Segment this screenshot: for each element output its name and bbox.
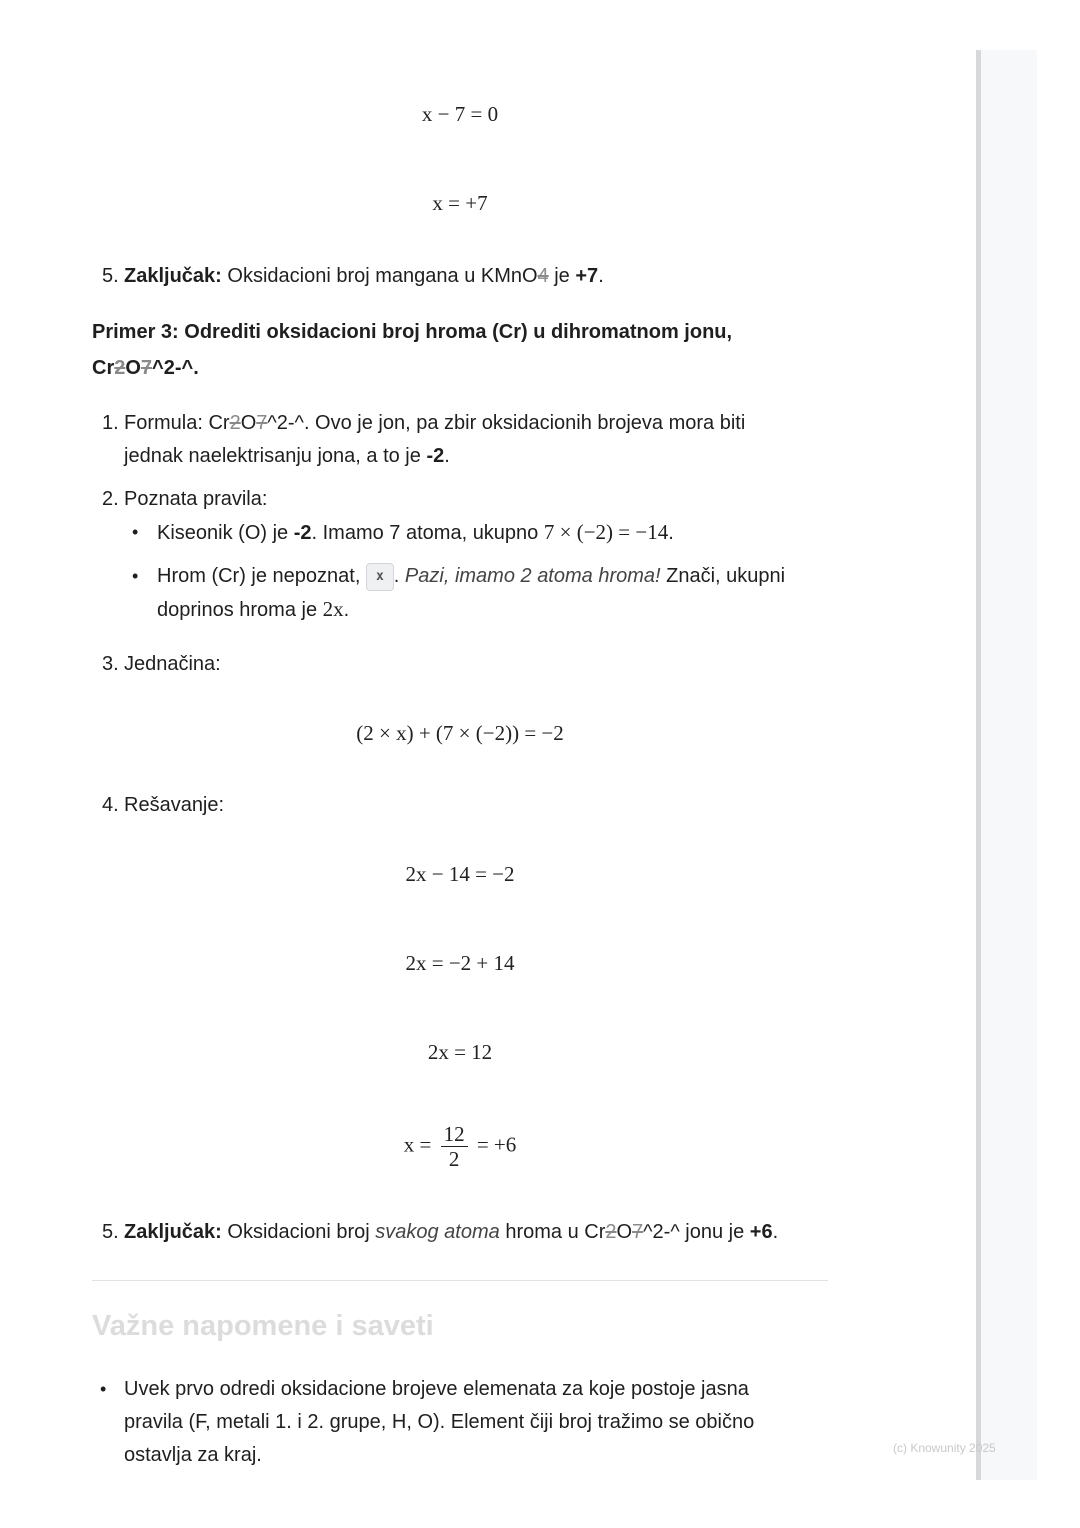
equation-lhs: x = [403,1132,432,1157]
subscript: 7 [256,412,268,434]
equation-rhs: = +6 [476,1132,517,1157]
heading-text: Primer 3: Odrediti oksidacioni broj hroma (Cr) u dihromatnom jonu, [92,321,733,343]
text: . Imamo 7 atoma, ukupno [311,522,539,544]
text: Uvek prvo odredi oksidacione brojeve elemenata za koje postoje jasna [124,1378,749,1400]
fraction [441,1122,468,1171]
text: . [343,599,350,621]
text: Jednačina: [124,653,221,675]
equation: 2x = 12 [427,1040,493,1064]
text: Poznata pravila: [124,488,268,510]
text: Rešavanje: [124,794,225,816]
text: je [554,265,570,287]
text: O [240,412,257,434]
list-number: 5. [102,265,119,287]
formula: Cr [92,357,115,379]
text: doprinos hroma je [157,599,318,621]
subscript: 2 [229,412,241,434]
list-number: 4. [102,794,119,816]
text: Hrom (Cr) je nepoznat, [157,565,361,587]
italic-text: Pazi, imamo 2 atoma hroma! [404,565,661,587]
label: Zaključak: [124,1221,222,1243]
value: -2 [293,522,312,544]
divider [92,1280,828,1281]
text: Oksidacioni broj mangana u KMnO [227,265,538,287]
text: O [616,1221,633,1243]
bullet-icon: • [132,522,139,542]
equation: 2x = −2 + 14 [405,951,515,975]
equation: x = +7 [432,191,488,215]
numerator: 12 [441,1122,468,1147]
denominator: 2 [448,1147,460,1171]
text: . [444,445,450,467]
text: Kiseonik (O) je [157,522,289,544]
text: Znači, ukupni [666,565,786,587]
formula: ^2-^. [152,357,199,379]
subscript: 7 [632,1221,644,1243]
equation: (2 × x) + (7 × (−2)) = −2 [356,721,564,745]
italic-text: svakog atoma [375,1221,500,1243]
section-heading: Važne napomene i saveti [92,1310,434,1342]
text: jednak naelektrisanju jona, a to je [124,445,421,467]
inline-math: 7 × (−2) = −14 [543,520,669,544]
text: pravila (F, metali 1. i 2. grupe, H, O). Element čiji broj tražimo se obično [124,1411,755,1433]
text: . [772,1221,779,1243]
text: . [598,265,604,287]
text: . [668,522,674,544]
value: +6 [749,1221,773,1243]
label: Zaključak: [124,265,222,287]
subscript: 4 [537,265,549,287]
equation: x − 7 = 0 [421,102,499,126]
text: . [393,565,400,587]
inline-math: 2x [322,597,344,621]
bullet-icon: • [132,566,139,586]
value: +7 [575,265,599,287]
value: -2 [426,445,445,467]
text: ^2-^ jonu je [643,1221,745,1243]
subscript: 7 [140,357,153,379]
list-number: 5. [102,1221,119,1243]
fraction-equation [92,1122,828,1171]
text: hroma u Cr [505,1221,606,1243]
list-number: 2. [102,488,119,510]
text: Formula: Cr [124,412,230,434]
right-sidebar [976,50,1037,1480]
example-heading [92,314,828,386]
list-number: 1. [102,412,119,434]
text: Oksidacioni broj [227,1221,370,1243]
equation: 2x − 14 = −2 [405,862,515,886]
watermark: (c) Knowunity 2025 [893,1441,996,1455]
formula: O [125,357,141,379]
text: ^2-^. Ovo je jon, pa zbir oksidacionih brojeva mora biti [267,412,746,434]
bullet-icon: • [100,1379,107,1399]
subscript: 2 [605,1221,617,1243]
list-number: 3. [102,653,119,675]
inline-code: x [366,563,394,591]
text: ostavlja za kraj. [124,1444,262,1466]
subscript: 2 [114,357,126,379]
